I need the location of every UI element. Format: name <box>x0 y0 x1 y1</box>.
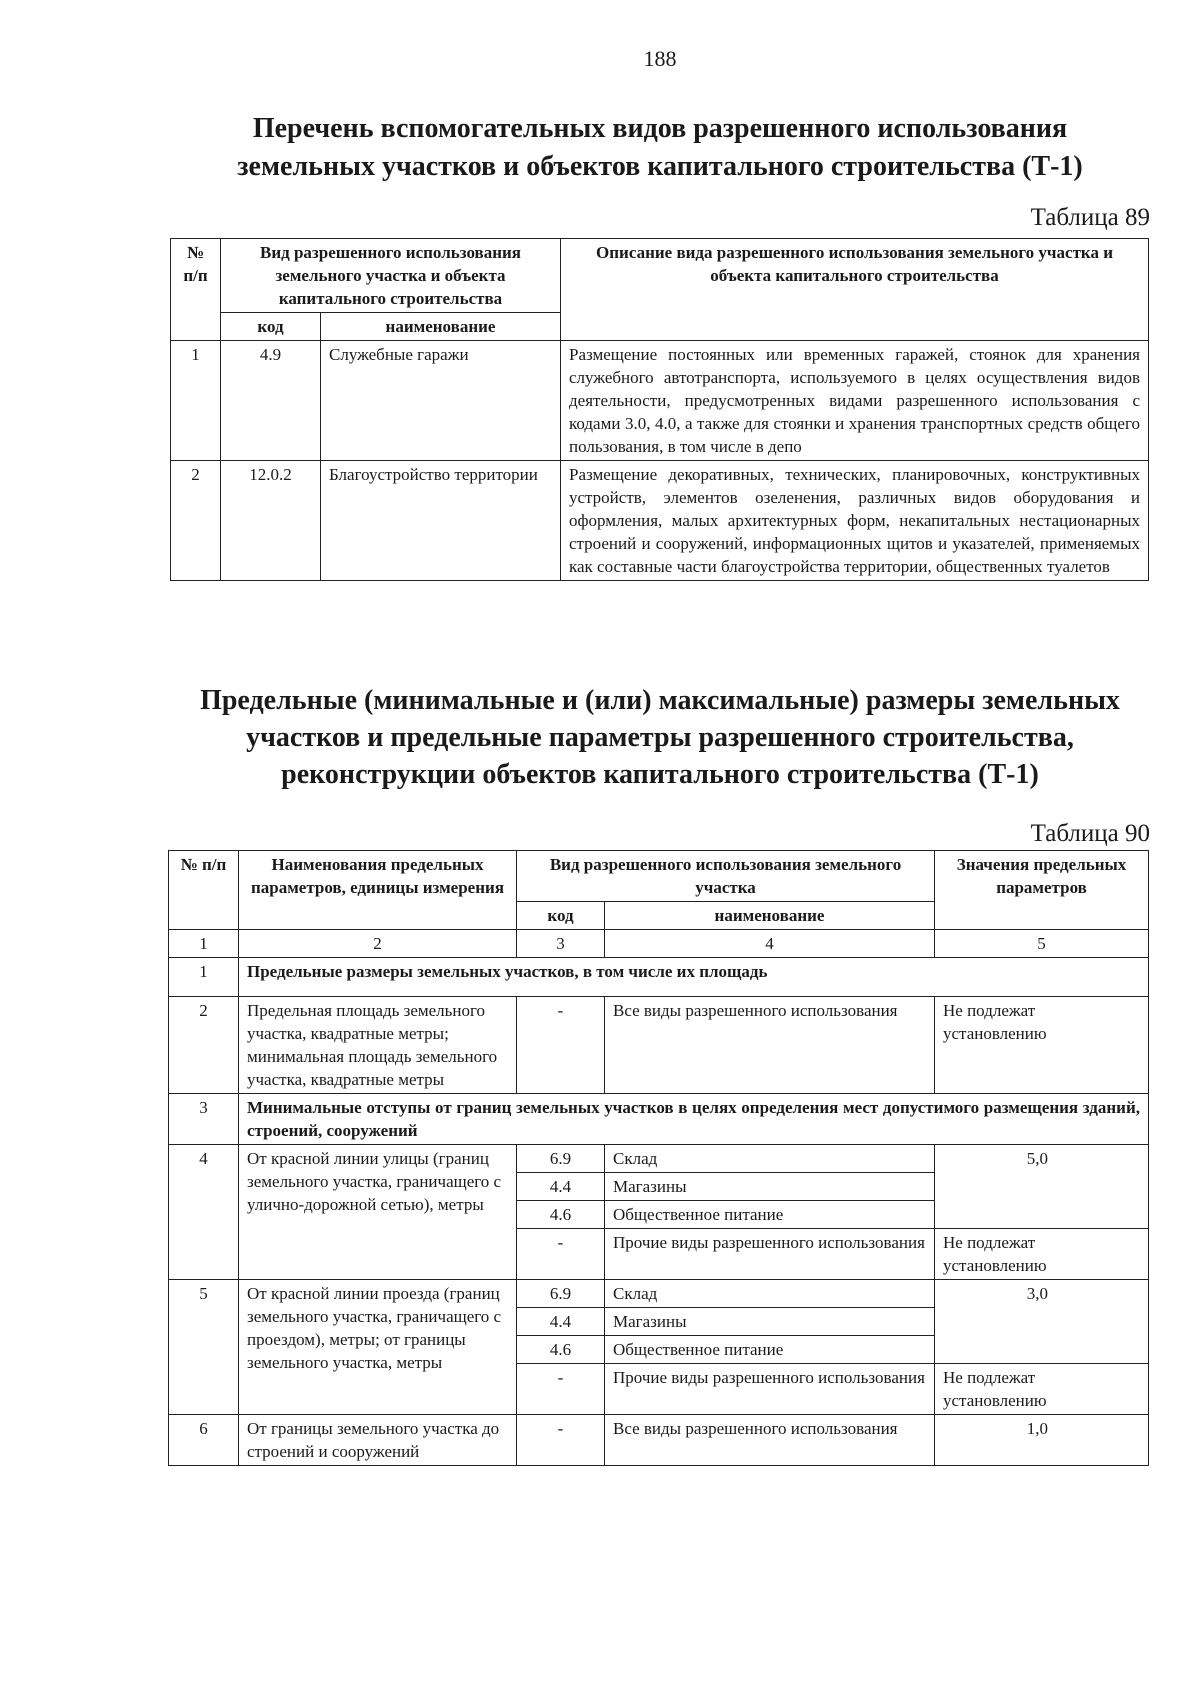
table-89-caption: Таблица 89 <box>1030 204 1150 231</box>
table-row: 5 От красной линии проезда (границ земельного участка, граничащего с проездом), метры; от границы земельного участка, метры 6.9 Склад 3,0 <box>169 1280 1149 1308</box>
table-90-caption: Таблица 90 <box>1030 820 1150 847</box>
column-number-row: 1 2 3 4 5 <box>169 930 1149 958</box>
table-row: - Прочие виды разрешенного использования Не подлежат установлению <box>169 1229 1149 1280</box>
table-90 <box>168 850 1149 1466</box>
header-code: код <box>221 313 321 341</box>
table-row: 4.6 Общественное питание <box>169 1336 1149 1364</box>
header-code: код <box>517 902 605 930</box>
header-value: Значения предельных параметров <box>935 851 1149 930</box>
table-row: 2 Предельная площадь земельного участка, квадратные метры; минимальная площадь земельного участка, квадратные метры - Все виды разрешенного использования Не подлежат установлению <box>169 997 1149 1094</box>
table-row: 4.4 Магазины <box>169 1308 1149 1336</box>
header-param: Наименования предельных параметров, единицы измерения <box>239 851 517 930</box>
table-row: 4.6 Общественное питание <box>169 1201 1149 1229</box>
header-kind: Вид разрешенного использования земельного участка <box>517 851 935 902</box>
table-row: 2 12.0.2 Благоустройство территории Размещение декоративных, технических, планировочных, конструктивных устройств, элементов озеленения, различных видов оборудования и оформления, малых архитектурных форм, некапитальных нестационарных строений и сооружений, информационных щитов и указателей, применяемых как составные части благоустройства территории, общественных туалетов <box>171 461 1149 581</box>
section-row: 3 Минимальные отступы от границ земельных участков в целях определения мест допустимого размещения зданий, строений, сооружений <box>169 1094 1149 1145</box>
table-row: 4.4 Магазины <box>169 1173 1149 1201</box>
header-num: № п/п <box>171 239 221 341</box>
table-90-title: Предельные (минимальные и (или) максимальные) размеры земельных участков и предельные параметры разрешенного строительства, реконструкции объектов капитального строительства (Т-1) <box>200 685 1120 790</box>
page-number: 188 <box>643 46 677 71</box>
table-row: 1 4.9 Служебные гаражи Размещение постоянных или временных гаражей, стоянок для хранения служебного автотранспорта, используемого в целях осуществления видов деятельности, предусмотренных видами разрешенного использования с кодами 3.0, 4.0, а также для стоянки и хранения транспортных средств общего пользования, в том числе в депо <box>171 341 1149 461</box>
header-name: наименование <box>321 313 561 341</box>
table-89 <box>170 238 1149 581</box>
header-num: № п/п <box>169 851 239 930</box>
table-row: 6 От границы земельного участка до строений и сооружений - Все виды разрешенного использования 1,0 <box>169 1415 1149 1466</box>
table-row: 4 От красной линии улицы (границ земельного участка, граничащего с улично-дорожной сетью), метры 6.9 Склад 5,0 <box>169 1145 1149 1173</box>
table-89-title: Перечень вспомогательных видов разрешенного использования земельных участков и объектов капитального строительства (Т-1) <box>237 113 1083 182</box>
header-kind: Вид разрешенного использования земельного участка и объекта капитального строительства <box>221 239 561 313</box>
section-row: 1 Предельные размеры земельных участков, в том числе их площадь <box>169 958 1149 997</box>
header-name: наименование <box>605 902 935 930</box>
table-row: - Прочие виды разрешенного использования Не подлежат установлению <box>169 1364 1149 1415</box>
header-description: Описание вида разрешенного использования земельного участка и объекта капитального строительства <box>561 239 1149 341</box>
